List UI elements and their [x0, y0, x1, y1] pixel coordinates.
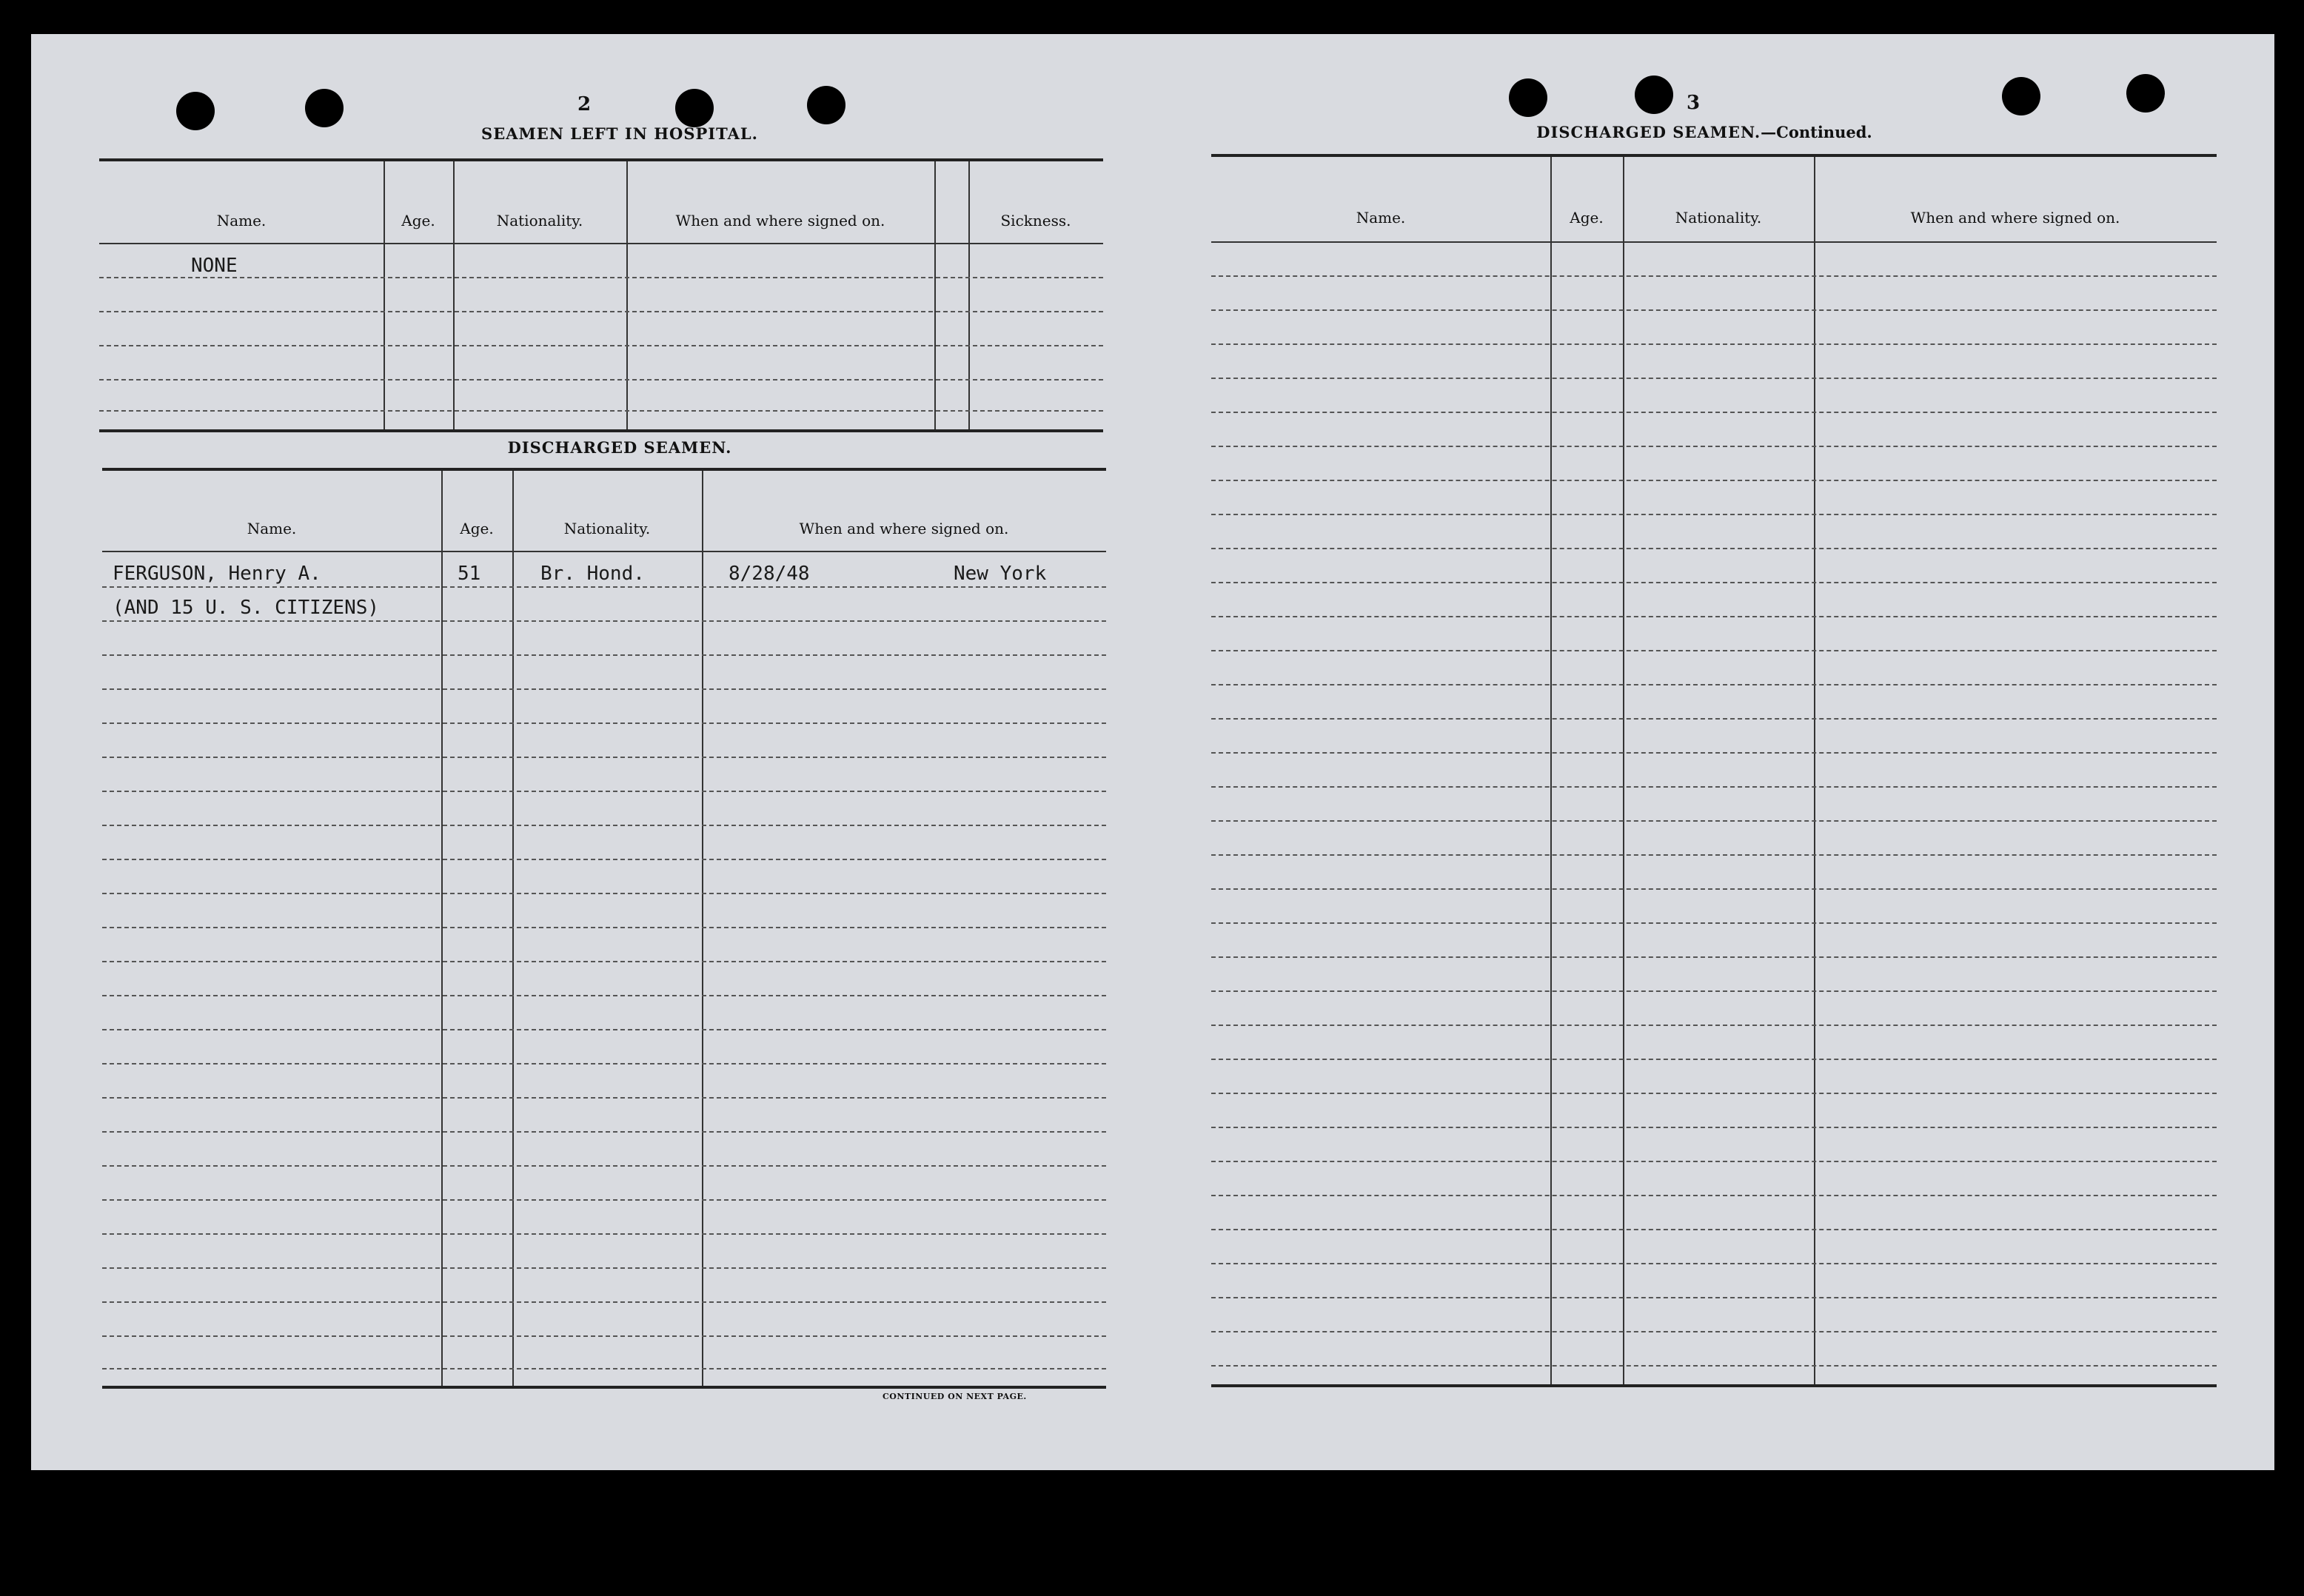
punch-hole	[1509, 78, 1547, 117]
punch-hole	[176, 92, 215, 130]
col-header-nationality: Nationality.	[1675, 209, 1762, 227]
page-number-right: 3	[1687, 92, 1701, 114]
punch-hole	[807, 86, 845, 124]
hospital-table	[99, 158, 1103, 432]
discharged-section-title: DISCHARGED SEAMEN.	[507, 438, 732, 457]
punch-hole	[675, 89, 714, 127]
punch-hole	[2002, 77, 2040, 115]
document-sheet	[31, 34, 2274, 1470]
seaman-nationality: Br. Hond.	[540, 563, 645, 585]
seaman-signed-date: 8/28/48	[729, 563, 810, 585]
col-header-nationality: Nationality.	[563, 520, 651, 537]
col-header-age: Age.	[401, 212, 435, 229]
seaman-name: FERGUSON, Henry A.	[113, 563, 321, 585]
continued-note: CONTINUED ON NEXT PAGE.	[883, 1392, 1027, 1401]
discharged-continued-title-text: DISCHARGED SEAMEN.	[1536, 123, 1761, 141]
col-header-age: Age.	[1570, 209, 1604, 227]
col-header-signed-on: When and where signed on.	[675, 212, 885, 229]
discharged-table-left	[102, 468, 1106, 1389]
seaman-signed-place: New York	[954, 563, 1047, 585]
hospital-entry-none: NONE	[191, 255, 238, 277]
col-header-signed-on: When and where signed on.	[1910, 209, 2120, 227]
col-header-age: Age.	[460, 520, 494, 537]
col-header-nationality: Nationality.	[496, 212, 583, 229]
col-header-sickness: Sickness.	[1000, 212, 1071, 229]
punch-hole	[1635, 76, 1673, 114]
seaman-name: (AND 15 U. S. CITIZENS)	[113, 597, 380, 619]
punch-hole	[305, 89, 344, 127]
seaman-age: 51	[458, 563, 481, 585]
discharged-table-right	[1211, 154, 2217, 1387]
discharged-continued-title	[1482, 123, 1926, 141]
col-header-signed-on: When and where signed on.	[799, 520, 1009, 537]
page-number-left: 2	[577, 93, 592, 115]
col-header-name: Name.	[1356, 209, 1406, 227]
continued-suffix: —Continued.	[1761, 123, 1872, 141]
punch-hole	[2126, 74, 2165, 113]
col-header-name: Name.	[247, 520, 297, 537]
col-header-name: Name.	[216, 212, 267, 229]
hospital-section-title: SEAMEN LEFT IN HOSPITAL.	[481, 124, 758, 143]
